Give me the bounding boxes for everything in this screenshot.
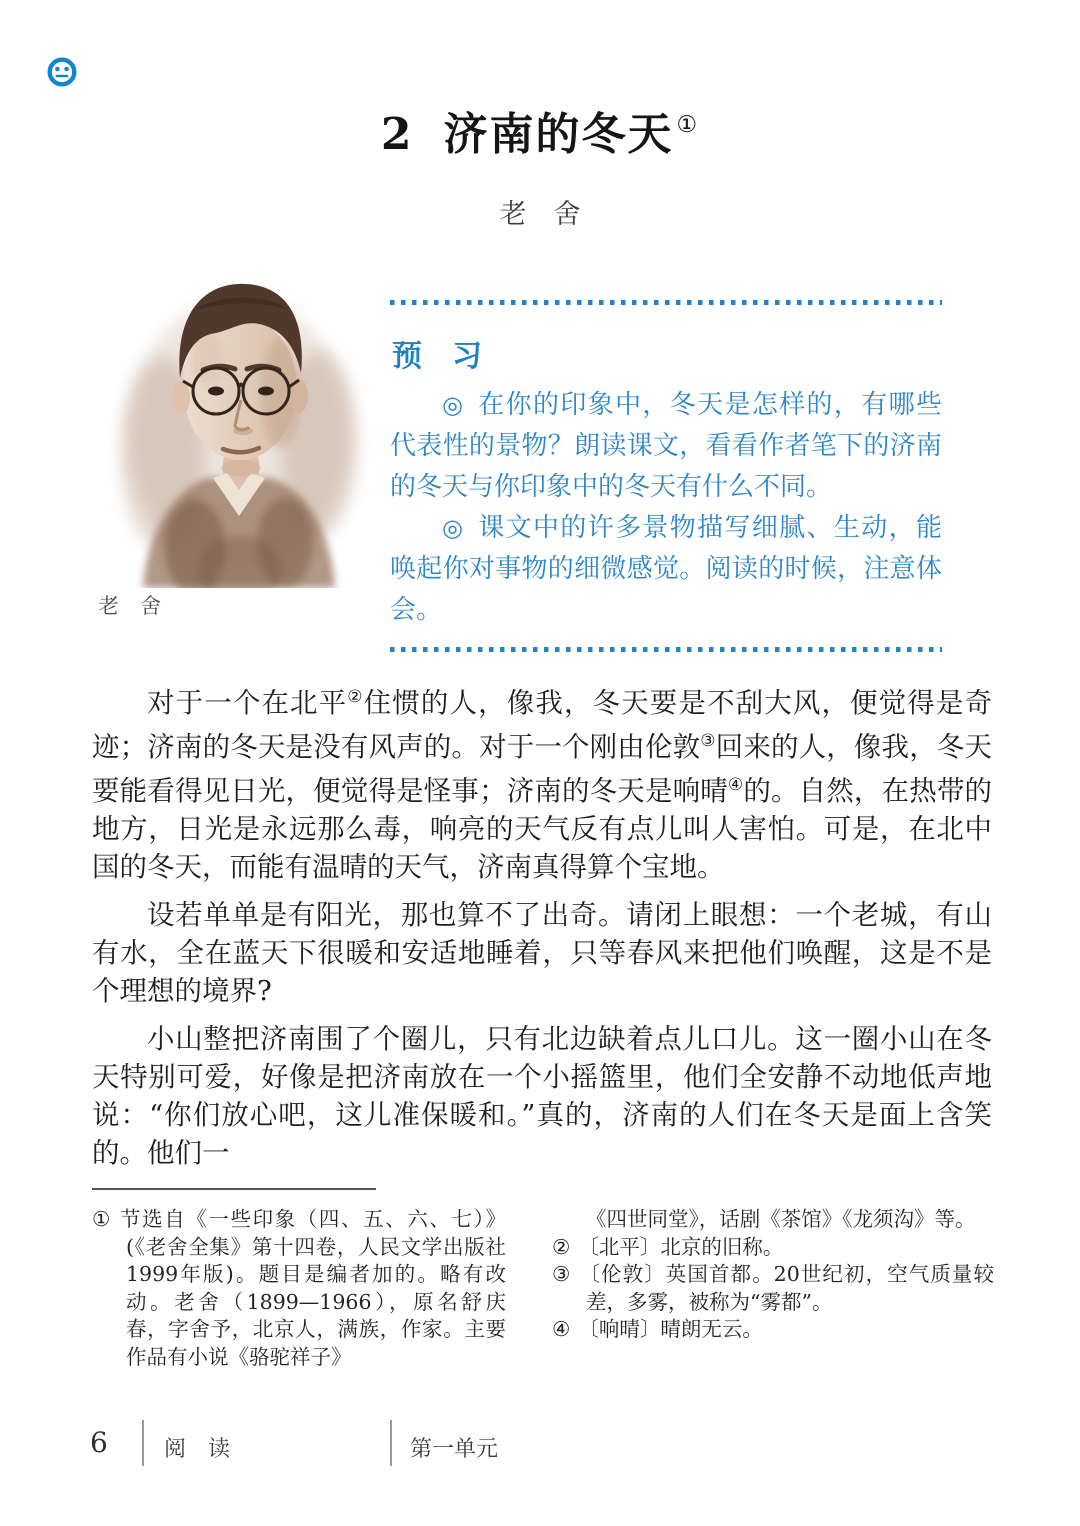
footnote-item [92,1206,506,1371]
page-number: 6 [90,1426,108,1459]
annotation-face-icon[interactable] [47,57,77,87]
footnote-item [552,1316,994,1344]
footnotes [92,1206,994,1371]
footnote-marker: ① [92,1207,112,1231]
preview-item-text: 课文中的许多景物描写细腻、生动，能唤起你对事物的细微感觉。阅读的时候，注意体会。 [390,513,942,625]
footnote-text: 节选自《一些印象（四、五、六、七）》(《老舍全集》第十四卷，人民文学出版社1999年版)。题目是编者加的。略有改动。老舍（1899—1966），原名舒庆春，字舍予，北京人，满族，作家。主要作品有小说《骆驼祥子》 [119,1207,506,1369]
body-text [92,678,992,1182]
dotted-divider-top [390,300,942,305]
preview-item [390,508,942,631]
face-icon [47,57,77,87]
footnote-text: 〔北平〕北京的旧称。 [578,1234,784,1259]
lesson-title [0,98,1080,162]
footnote-item [552,1234,994,1262]
preview-item-text: 在你的印象中，冬天是怎样的，有哪些代表性的景物？朗读课文，看看作者笔下的济南的冬天与你印象中的冬天有什么不同。 [390,390,942,502]
author-name: 老 舍 [499,199,581,230]
author-portrait [95,238,383,588]
footnote-text: 《四世同堂》，话剧《茶馆》《龙须沟》等。 [586,1207,976,1231]
bullet-icon: ◎ [442,514,465,542]
title-footnote-ref: ① [676,112,700,138]
preview-heading: 预 习 [392,339,482,374]
body-paragraph: 小山整把济南围了个圈儿，只有北边缺着点儿口儿。这一圈小山在冬天特别可爱，好像是把济南放在一个小摇篮里，他们全安静不动地低声地说：“你们放心吧，这儿准保暖和。”真的，济南的人们在冬天是面上含笑的。他们一 [92,1023,992,1170]
footnote-item [552,1206,994,1234]
footer-divider [390,1420,392,1466]
footnote-marker: ④ [552,1317,571,1341]
bullet-icon: ◎ [442,391,465,419]
footnote-marker: ③ [552,1262,572,1286]
footnote-item [552,1261,994,1316]
footer-section-label: 阅 读 [164,1437,231,1462]
author-portrait-illustration [95,238,383,588]
preview-panel [390,300,942,652]
footnotes-right-column [552,1206,994,1371]
footnote-marker: ② [552,1234,571,1259]
portrait-caption: 老 舍 [98,594,161,618]
preview-item [390,385,942,508]
lesson-title-text: 济南的冬天 [443,109,674,160]
footnote-text: 〔响晴〕晴朗无云。 [578,1317,763,1341]
lesson-number: 2 [380,109,414,160]
footer-unit-label: 第一单元 [410,1437,499,1462]
footnote-text: 〔伦敦〕英国首都。20世纪初，空气质量较差，多雾，被称为“雾都”。 [579,1262,994,1314]
footer-divider [142,1420,144,1466]
footnotes-left-column [92,1206,506,1371]
body-paragraph: 设若单单是有阳光，那也算不了出奇。请闭上眼想：一个老城，有山有水，全在蓝天下很暖和安适地睡着，只等春风来把他们唤醒，这是不是个理想的境界? [92,899,992,1008]
footnote-divider [92,1188,376,1190]
body-paragraph: 对于一个在北平②住惯的人，像我，冬天要是不刮大风，便觉得是奇迹；济南的冬天是没有风声的。对于一个刚由伦敦③回来的人，像我，冬天要能看得见日光，便觉得是怪事；济南的冬天是响晴④的。自然，在热带的地方，日光是永远那么毒，响亮的天气反有点儿叫人害怕。可是，在北中国的冬天，而能有温晴的天气，济南真得算个宝地。 [92,687,993,884]
dotted-divider-bottom [390,647,942,652]
